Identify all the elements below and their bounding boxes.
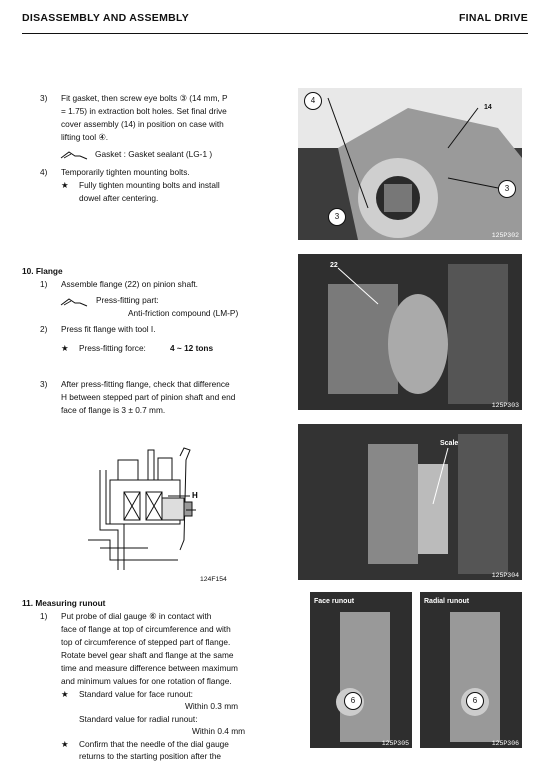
std-face-label: Standard value for face runout: bbox=[79, 689, 193, 699]
press-fit-label: Press-fitting part: bbox=[96, 295, 159, 305]
sec11-line-4: Rotate bevel gear shaft and flange at the same bbox=[61, 650, 234, 660]
diagram-code: 124F154 bbox=[200, 576, 227, 583]
star-icon: ★ bbox=[61, 689, 69, 699]
step4-note-2: dowel after centering. bbox=[79, 193, 159, 203]
step4-note-1: Fully tighten mounting bolts and install bbox=[79, 180, 220, 190]
sec10-step3-line-1: After press-fitting flange, check that difference bbox=[61, 379, 230, 389]
flange-cross-section-diagram bbox=[88, 440, 248, 580]
star-icon: ★ bbox=[61, 343, 69, 353]
callout-3-left: 3 bbox=[328, 208, 346, 226]
photo-4-code: 125P305 bbox=[381, 740, 409, 747]
gasket-symbol-icon bbox=[60, 150, 88, 160]
std-radial-label: Standard value for radial runout: bbox=[79, 714, 198, 724]
press-fit-symbol-icon bbox=[60, 297, 88, 307]
callout-22: 22 bbox=[330, 262, 338, 269]
radial-runout-label: Radial runout bbox=[424, 598, 470, 605]
diagram-h-label: H bbox=[192, 491, 198, 500]
sec10-step1: Assemble flange (22) on pinion shaft. bbox=[61, 279, 198, 289]
photo-3-code: 125P304 bbox=[491, 572, 519, 579]
step4-line: Temporarily tighten mounting bolts. bbox=[61, 167, 190, 177]
sec10-step3-line-3: face of flange is 3 ± 0.7 mm. bbox=[61, 405, 166, 415]
step3-line-1: Fit gasket, then screw eye bolts ③ (14 mm, P bbox=[61, 93, 228, 103]
callout-6-radial: 6 bbox=[466, 692, 484, 710]
sec10-step3-number: 3) bbox=[40, 379, 48, 389]
step3-line-4: lifting tool ④. bbox=[61, 132, 109, 142]
step4-number: 4) bbox=[40, 167, 48, 177]
std-face-value: Within 0.3 mm bbox=[185, 701, 239, 711]
callout-14: 14 bbox=[484, 104, 492, 111]
sec11-line-1: Put probe of dial gauge ⑥ in contact with bbox=[61, 611, 212, 621]
photo-1-code: 125P302 bbox=[491, 232, 519, 239]
step3-line-2: = 1.75) in extraction bolt holes. Set final drive bbox=[61, 106, 227, 116]
step3-line-3: cover assembly (14) in position on case with bbox=[61, 119, 224, 129]
callout-6-face: 6 bbox=[344, 692, 362, 710]
section-11-title: 11. Measuring runout bbox=[22, 598, 106, 608]
header-rule bbox=[22, 33, 528, 34]
sec10-step1-number: 1) bbox=[40, 279, 48, 289]
photo-radial-runout bbox=[420, 592, 522, 748]
sec11-line-5: time and measure difference between maximum bbox=[61, 663, 238, 673]
confirm-line-2: returns to the starting position after the bbox=[79, 751, 222, 761]
photo-5-code: 125P306 bbox=[491, 740, 519, 747]
sec10-step2-number: 2) bbox=[40, 324, 48, 334]
press-fit-value: Anti-friction compound (LM-P) bbox=[128, 308, 239, 318]
force-value: 4 ~ 12 tons bbox=[170, 343, 214, 353]
sec11-line-6: and minimum values for one rotation of flange. bbox=[61, 676, 232, 686]
face-runout-label: Face runout bbox=[314, 598, 355, 605]
photo-face-runout bbox=[310, 592, 412, 748]
callout-3-right: 3 bbox=[498, 180, 516, 198]
gasket-note: Gasket : Gasket sealant (LG-1 ) bbox=[95, 149, 213, 159]
sec11-step1-number: 1) bbox=[40, 611, 48, 621]
sec11-line-3: top of circumference of stepped part of flange. bbox=[61, 637, 231, 647]
confirm-line-1: Confirm that the needle of the dial gauge bbox=[79, 739, 229, 749]
scale-label: Scale bbox=[440, 440, 459, 447]
sec10-step3-line-2: H between stepped part of pinion shaft and end bbox=[61, 392, 236, 402]
photo-final-drive-cover bbox=[298, 88, 522, 240]
photo-flange-scale bbox=[298, 424, 522, 580]
star-icon: ★ bbox=[61, 739, 69, 749]
std-radial-value: Within 0.4 mm bbox=[192, 726, 246, 736]
header-right: FINAL DRIVE bbox=[458, 12, 528, 24]
step3-number: 3) bbox=[40, 93, 48, 103]
callout-4: 4 bbox=[304, 92, 322, 110]
section-10-title: 10. Flange bbox=[22, 266, 63, 276]
sec11-line-2: face of flange at top of circumference and with bbox=[61, 624, 231, 634]
photo-flange-assembly bbox=[298, 254, 522, 410]
header-left: DISASSEMBLY AND ASSEMBLY bbox=[22, 12, 190, 24]
sec10-step2: Press fit flange with tool I. bbox=[61, 324, 156, 334]
photo-2-code: 125P303 bbox=[491, 402, 519, 409]
star-icon: ★ bbox=[61, 180, 69, 190]
force-label: Press-fitting force: bbox=[79, 343, 146, 353]
